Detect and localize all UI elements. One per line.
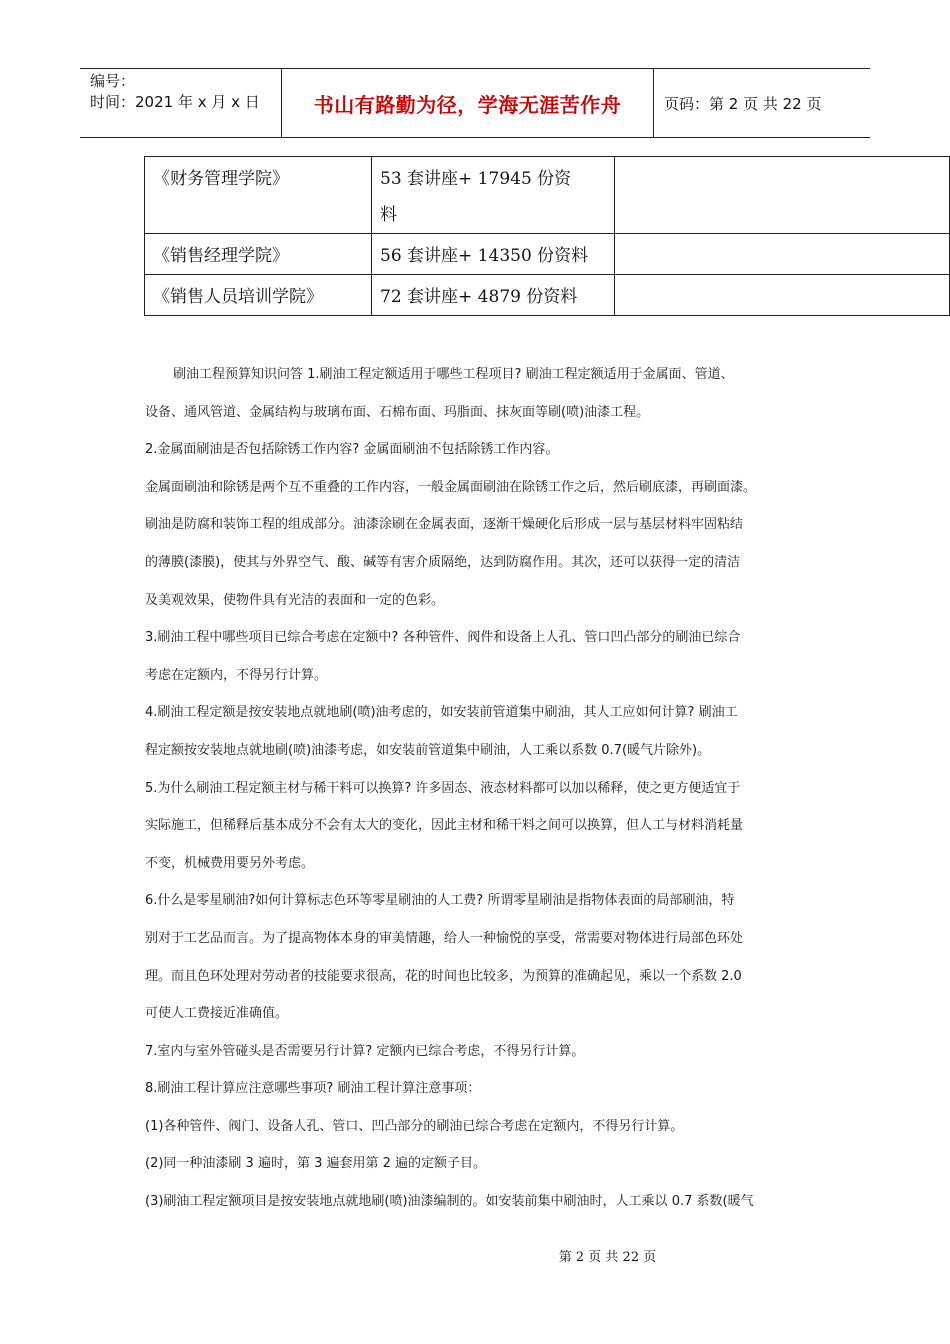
table-cell-desc bbox=[372, 275, 615, 316]
desc-line: 72 套讲座+ 4879 份资料 bbox=[380, 287, 578, 307]
page-header bbox=[80, 68, 870, 138]
paragraph-line: 8.刷油工程计算应注意哪些事项? 刷油工程计算注意事项： bbox=[145, 1081, 481, 1097]
paragraph-line: 5.为什么刷油工程定额主材与稀干料可以换算? 许多固态、液态材料都可以加以稀释，使之更方便适宜于 bbox=[145, 780, 741, 796]
courses-table bbox=[144, 156, 950, 316]
paragraph-line: 3.刷油工程中哪些项目已综合考虑在定额中? 各种管件、阀件和设备上人孔、管口凹凸部分的刷油已综合 bbox=[145, 630, 741, 646]
paragraph-line: 理。而且色环处理对劳动者的技能要求很高，花的时间也比较多，为预算的准确起见，乘以一个系数 2.0 bbox=[145, 968, 742, 984]
paragraph-line: 的薄膜(漆膜)，使其与外界空气、酸、碱等有害介质隔绝，达到防腐作用。其次，还可以获得一定的清洁 bbox=[145, 554, 741, 570]
paragraph-line: 6.什么是零星刷油?如何计算标志色环等零星刷油的人工费? 所谓零星刷油是指物体表面的局部刷油，特 bbox=[145, 893, 735, 909]
table-cell-extra bbox=[615, 275, 950, 316]
table-row bbox=[145, 157, 950, 234]
paragraph-line: 刷油工程预算知识问答 1.刷油工程定额适用于哪些工程项目? 刷油工程定额适用于金属面、管道、 bbox=[173, 367, 734, 382]
page-footer: 第 2 页 共 22 页 bbox=[558, 1250, 657, 1265]
paragraph-line: (1)各种管件、阀门、设备人孔、管口、凹凸部分的刷油已综合考虑在定额内，不得另行计算。 bbox=[145, 1118, 684, 1134]
desc-line: 56 套讲座+ 14350 份资料 bbox=[380, 246, 589, 266]
table-cell-extra bbox=[615, 157, 950, 234]
paragraph-line: 2.金属面刷油是否包括除锈工作内容? 金属面刷油不包括除锈工作内容。 bbox=[145, 442, 559, 458]
paragraph-line: (2)同一种油漆刷 3 遍时，第 3 遍套用第 2 遍的定额子目。 bbox=[145, 1156, 487, 1172]
table-cell-name: 《销售人员培训学院》 bbox=[145, 275, 372, 316]
paragraph-line: 考虑在定额内，不得另行计算。 bbox=[145, 667, 328, 683]
paragraph-line: 7.室内与室外管碰头是否需要另行计算? 定额内已综合考虑，不得另行计算。 bbox=[145, 1043, 585, 1059]
table-cell-desc bbox=[372, 157, 615, 234]
paragraph-line: 金属面刷油和除锈是两个互不重叠的工作内容，一般金属面刷油在除锈工作之后，然后刷底漆，再刷面漆。 bbox=[145, 479, 757, 495]
table-row bbox=[145, 275, 950, 316]
body-text bbox=[145, 356, 825, 1221]
paragraph-line: 别对于工艺品而言。为了提高物体本身的审美情趣，给人一种愉悦的享受，常需要对物体进行局部色环处 bbox=[145, 930, 744, 946]
paragraph-line: 设备、通风管道、金属结构与玻璃布面、石棉布面、玛脂面、抹灰面等刷(喷)油漆工程。 bbox=[145, 404, 650, 420]
desc-line: 料 bbox=[380, 205, 397, 225]
paragraph-line: 可使人工费接近准确值。 bbox=[145, 1006, 289, 1022]
header-motto: 书山有路勤为径，学海无涯苦作舟 bbox=[282, 69, 654, 137]
paragraph-line: 不变，机械费用要另外考虑。 bbox=[145, 855, 315, 871]
number-label: 编号： bbox=[90, 72, 136, 90]
header-meta bbox=[80, 69, 282, 137]
paragraph-line: 实际施工，但稀释后基本成分不会有太大的变化，因此主材和稀干料之间可以换算，但人工与材料消耗量 bbox=[145, 818, 744, 834]
paragraph-line: (3)刷油工程定额项目是按安装地点就地刷(喷)油漆编制的。如安装前集中刷油时，人工乘以 0.7 系数(暖气 bbox=[145, 1194, 754, 1210]
paragraph-line: 刷油是防腐和装饰工程的组成部分。油漆涂刷在金属表面，逐渐干燥硬化后形成一层与基层材料牢固粘结 bbox=[145, 517, 744, 533]
desc-line: 53 套讲座+ 17945 份资 bbox=[380, 169, 572, 189]
table-cell-desc bbox=[372, 234, 615, 275]
header-page-info: 页码：第 2 页 共 22 页 bbox=[664, 94, 822, 113]
paragraph-line: 及美观效果，使物件具有光洁的表面和一定的色彩。 bbox=[145, 592, 445, 608]
table-row bbox=[145, 234, 950, 275]
table-cell-name: 《财务管理学院》 bbox=[145, 157, 372, 234]
table-cell-extra bbox=[615, 234, 950, 275]
paragraph-line: 4.刷油工程定额是按安装地点就地刷(喷)油考虑的，如安装前管道集中刷油，其人工应如何计算? 刷油工 bbox=[145, 705, 738, 721]
paragraph-line: 程定额按安装地点就地刷(喷)油漆考虑，如安装前管道集中刷油，人工乘以系数 0.7(暖气片除外)。 bbox=[145, 742, 711, 758]
table-cell-name: 《销售经理学院》 bbox=[145, 234, 372, 275]
time-label: 时间：2021 年 x 月 x 日 bbox=[90, 93, 260, 111]
